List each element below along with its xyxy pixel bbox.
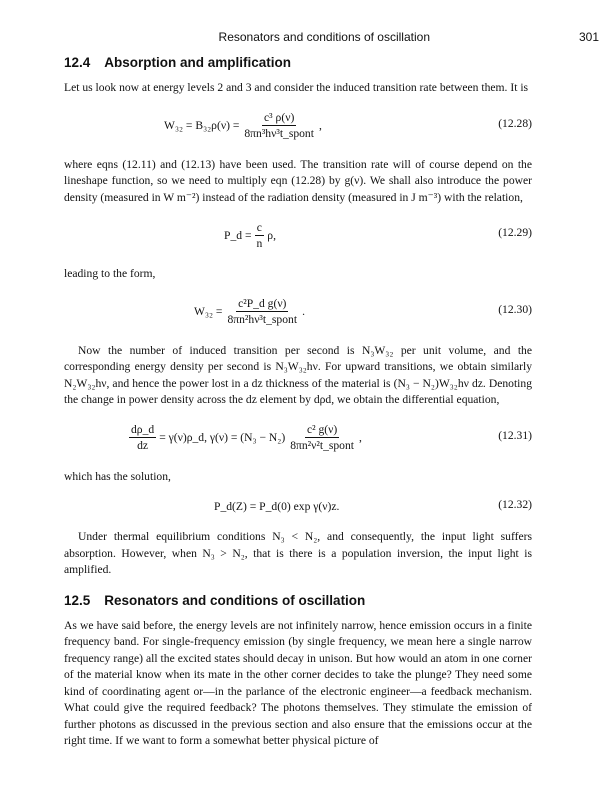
fraction [254,220,264,251]
section-number: 12.5 [64,592,91,608]
eq-trail: , [359,431,362,444]
numerator: dρ_d [131,423,155,436]
eq-text: P_d(Z) = P_d(0) exp γ(ν)z. [214,499,340,513]
equation-number: (12.31) [498,428,532,442]
equation-12-30 [64,289,532,335]
fraction [288,422,356,453]
fraction [129,422,156,453]
page-content [64,55,532,750]
equation-12-32 [64,491,532,521]
paragraph: leading to the form, [64,267,156,280]
denominator: 8πn³hν³t_spont [244,127,314,140]
paragraph: Now the number of induced transition per second is N₃W₃₂ per unit volume, and the corresponding energy density per second is N₃W₃₂hν. For upward transitions, we obtain similarly N₂W₃₂hν, and hence the power lost in a dz thickness of the material is (N₃ − N₂)W₃₂hν dz. Denoting the change in power density across the dz element by dρd, we obtain the differential equation, [64,343,532,406]
eq-lhs: W₃₂ = B₃₂ρ(ν) = [164,119,240,132]
section-title: Resonators and conditions of oscillation [104,592,366,608]
eq-trail: . [302,305,305,318]
numerator: c² g(ν) [306,423,338,436]
denominator: 8πn²hν³t_spont [227,313,298,326]
section-heading-12-5 [64,593,532,608]
equation-12-31 [64,415,532,461]
eq-middle: = γ(ν)ρ_d, γ(ν) = (N₃ − N₂) [159,431,286,444]
fraction [242,110,316,141]
paragraph: Let us look now at energy levels 2 and 3 and consider the induced transition rate between them. It is [64,81,529,94]
equation-number: (12.30) [498,302,532,316]
paragraph: Under thermal equilibrium conditions N₃ < N₂, and consequently, the input light suffers absorption. However, when N₃ > N₂, that is there is a population inversion, the input light is amplified. [64,530,532,576]
page-number: 301 [578,30,599,44]
eq-lhs: P_d = [224,228,252,242]
eq-trail: ρ, [267,228,276,242]
denominator: n [256,236,263,250]
numerator: c [256,220,262,234]
equation-12-28 [64,103,532,149]
equation-number: (12.29) [498,226,532,239]
paragraph: As we have said before, the energy levels are not infinitely narrow, hence emission occurs in a finite frequency band. For single-frequency emission (by single frequency, we mean here a single narrow frequency range) all the excited states should decay in unison. But how would an atom in one corner of the material know when its mate in the other corner decides to take the plunge? They need some kind of coordinating agent or—in the parlance of the electronic engineer—a feedback mechanism. What could give the required feedback? The photons themselves. They stimulate the emission of further photons as discussed in the previous section and also ensure that the emissions occur at the right time. If we want to form a somewhat better physical picture of [64,618,532,747]
numerator: c²P_d g(ν) [238,297,287,310]
equation-number: (12.28) [498,116,532,130]
equation-number: (12.32) [498,498,532,511]
numerator: c³ ρ(ν) [264,111,295,124]
paragraph: which has the solution, [64,469,171,483]
equation-12-29 [64,212,532,258]
paragraph: where eqns (12.11) and (12.13) have been used. The transition rate will of course depend on the lineshape function, so we need to multiply eqn (12.28) by g(ν). We shall also introduce the power density (measured in W m⁻²) instead of the radiation density (measured in J m⁻³) with the relation, [64,157,532,204]
eq-trail: , [318,119,322,132]
section-number: 12.4 [64,55,91,70]
running-head: Resonators and conditions of oscillation [218,30,430,44]
denominator: dz [137,439,149,452]
fraction [225,296,299,327]
section-title: Absorption and amplification [104,55,292,70]
denominator: 8πn²ν²t_spont [290,439,354,452]
eq-lhs: W₃₂ = [194,305,223,318]
section-heading-12-4 [64,55,532,70]
